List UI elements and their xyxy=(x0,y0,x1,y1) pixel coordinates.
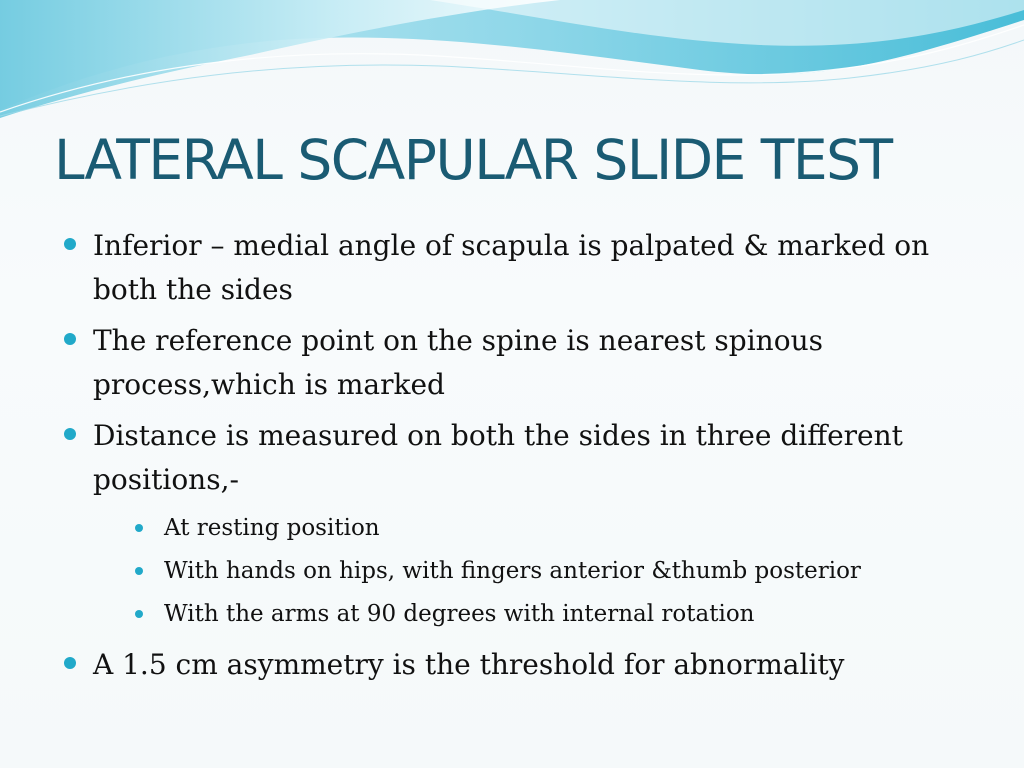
sub-bullet-dot-icon xyxy=(135,524,143,532)
bullet-text: The reference point on the spine is nearest spinous process,which is marked xyxy=(93,324,823,401)
wave-header-decoration xyxy=(0,0,1024,130)
bullet-item xyxy=(64,224,964,312)
bullet-item xyxy=(64,643,964,687)
bullet-text: A 1.5 cm asymmetry is the threshold for abnormality xyxy=(93,648,845,681)
sub-bullet-list xyxy=(135,507,964,636)
bullet-text: Distance is measured on both the sides in three different positions,- xyxy=(93,419,903,496)
sub-bullet-dot-icon xyxy=(135,567,143,575)
slide-title: LATERAL SCAPULAR SLIDE TEST xyxy=(54,128,892,192)
sub-bullet-dot-icon xyxy=(135,610,143,618)
sub-bullet-item xyxy=(135,507,964,550)
bullet-dot-icon xyxy=(64,657,76,669)
bullet-text: Inferior – medial angle of scapula is palpated & marked on both the sides xyxy=(93,229,930,306)
bullet-item xyxy=(64,414,964,636)
sub-bullet-item xyxy=(135,593,964,636)
bullet-dot-icon xyxy=(64,428,76,440)
sub-bullet-text: With hands on hips, with fingers anterior &thumb posterior xyxy=(164,558,861,584)
bullet-dot-icon xyxy=(64,333,76,345)
sub-bullet-text: At resting position xyxy=(164,515,380,541)
bullet-dot-icon xyxy=(64,238,76,250)
sub-bullet-text: With the arms at 90 degrees with internal rotation xyxy=(164,601,755,627)
sub-bullet-item xyxy=(135,550,964,593)
bullet-item xyxy=(64,319,964,407)
bullet-list xyxy=(64,224,964,694)
